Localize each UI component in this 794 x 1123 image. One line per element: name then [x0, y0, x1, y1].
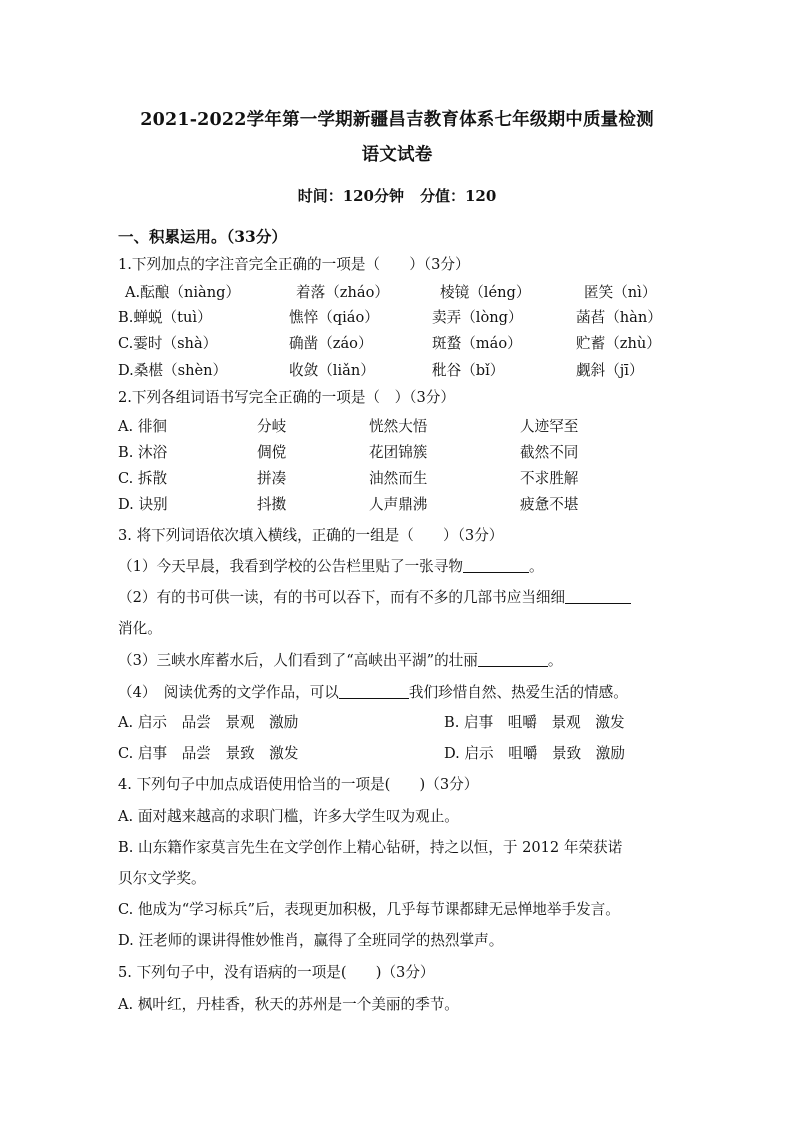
q3-option-d: D. 启示 咀嚼 景致 激励: [444, 745, 625, 762]
q4-stem: 4. 下列句子中加点成语使用恰当的一项是( )（3分）: [118, 776, 479, 793]
answer-blank: [478, 651, 548, 667]
q2-row-a-col2: 分岐: [257, 418, 287, 435]
q3-option-c: C. 启事 品尝 景致 激发: [118, 745, 299, 762]
q3-stem: 3. 将下列词语依次填入横线，正确的一组是（ ）（3分）: [118, 527, 504, 544]
q1-row-a-col2: 着落（zháo）: [296, 284, 389, 301]
q3-sentence-1: （1）今天早晨，我看到学校的公告栏里贴了一张寻物 。: [118, 558, 544, 575]
q5-stem: 5. 下列句子中，没有语病的一项是( )（3分）: [118, 964, 435, 981]
q1-row-c-col3: 斑蝥（máo）: [432, 335, 522, 352]
q2-row-c-col4: 不求胜解: [520, 470, 579, 487]
q2-row-b-col2: 倜傥: [257, 444, 287, 461]
q5-option-a: A. 枫叶红，丹桂香，秋天的苏州是一个美丽的季节。: [118, 996, 459, 1013]
q1-row-b-col4: 菡萏（hàn）: [576, 309, 662, 326]
q1-row-d-col3: 秕谷（bǐ）: [432, 362, 505, 379]
q4-option-a: A. 面对越来越高的求职门槛，许多大学生叹为观止。: [118, 808, 459, 825]
q1-row-b-col2: 憔悴（qiáo）: [289, 309, 379, 326]
q1-row-a-col1: A.酝酿（niàng）: [125, 284, 241, 301]
q2-row-b-col4: 截然不同: [520, 444, 579, 461]
q1-row-c-col2: 确凿（záo）: [289, 335, 373, 352]
exam-time: 时间：120分钟: [297, 187, 404, 205]
q4-option-b: B. 山东籍作家莫言先生在文学创作上精心钻研，持之以恒，于 2012 年荣获诺: [118, 839, 623, 856]
q2-stem: 2.下列各组词语书写完全正确的一项是（ ）（3分）: [118, 389, 455, 406]
q3-option-b: B. 启事 咀嚼 景观 激发: [444, 714, 625, 731]
q3-sentence-2-cont: 消化。: [118, 620, 162, 637]
q2-row-c-col2: 拼凑: [257, 470, 287, 487]
q1-row-c-col1: C.霎时（shà）: [118, 335, 218, 352]
exam-title: 2021-2022学年第一学期新疆昌吉教育体系七年级期中质量检测: [140, 110, 654, 130]
q3-sentence-3: （3）三峡水库蓄水后，人们看到了“高峡出平湖”的壮丽 。: [118, 652, 563, 669]
q1-row-d-col1: D.桑椹（shèn）: [118, 362, 228, 379]
q2-row-a-col1: A. 徘徊: [118, 418, 168, 435]
q1-row-c-col4: 贮蓄（zhù）: [576, 335, 661, 352]
q1-row-a-col4: 匿笑（nì）: [584, 284, 657, 301]
q2-row-d-col3: 人声鼎沸: [369, 496, 428, 513]
q3-option-a: A. 启示 品尝 景观 激励: [118, 714, 299, 731]
q1-stem: 1.下列加点的字注音完全正确的一项是（ ）（3分）: [118, 256, 470, 273]
q2-row-c-col1: C. 拆散: [118, 470, 168, 487]
section-heading: 一、积累运用。（33分）: [118, 227, 287, 246]
exam-subtitle: 语文试卷: [361, 145, 433, 165]
q2-row-d-col1: D. 诀别: [118, 496, 168, 513]
q4-option-b-cont: 贝尔文学奖。: [118, 870, 206, 887]
q1-row-b-col1: B.蝉蜕（tuì）: [118, 309, 212, 326]
q2-row-c-col3: 油然而生: [369, 470, 428, 487]
q2-row-b-col1: B. 沐浴: [118, 444, 168, 461]
q2-row-b-col3: 花团锦簇: [369, 444, 428, 461]
answer-blank: [463, 557, 529, 573]
q2-row-d-col2: 抖擞: [257, 496, 287, 513]
q2-row-a-col3: 恍然大悟: [369, 418, 428, 435]
q2-row-d-col4: 疲惫不堪: [520, 496, 579, 513]
q1-row-d-col2: 收敛（liǎn）: [289, 362, 375, 379]
exam-score: 分值：120: [420, 187, 497, 205]
q1-row-a-col3: 棱镜（léng）: [440, 284, 531, 301]
q3-sentence-2: （2）有的书可供一读，有的书可以吞下，而有不多的几部书应当细细: [118, 586, 631, 607]
q1-row-b-col3: 卖弄（lòng）: [432, 309, 523, 326]
q3-sentence-4: （4） 阅读优秀的文学作品，可以 我们珍惜自然、热爱生活的情感。: [118, 684, 628, 701]
answer-blank: [565, 588, 631, 604]
q4-option-c: C. 他成为“学习标兵”后，表现更加积极，几乎每节课都肆无忌惮地举手发言。: [118, 901, 620, 918]
q4-option-d: D. 汪老师的课讲得惟妙惟肖，赢得了全班同学的热烈掌声。: [118, 932, 504, 949]
q2-row-a-col4: 人迹罕至: [520, 418, 579, 435]
q1-row-d-col4: 觑斜（jī）: [576, 362, 644, 379]
answer-blank: [339, 683, 409, 699]
exam-meta: [0, 185, 794, 206]
